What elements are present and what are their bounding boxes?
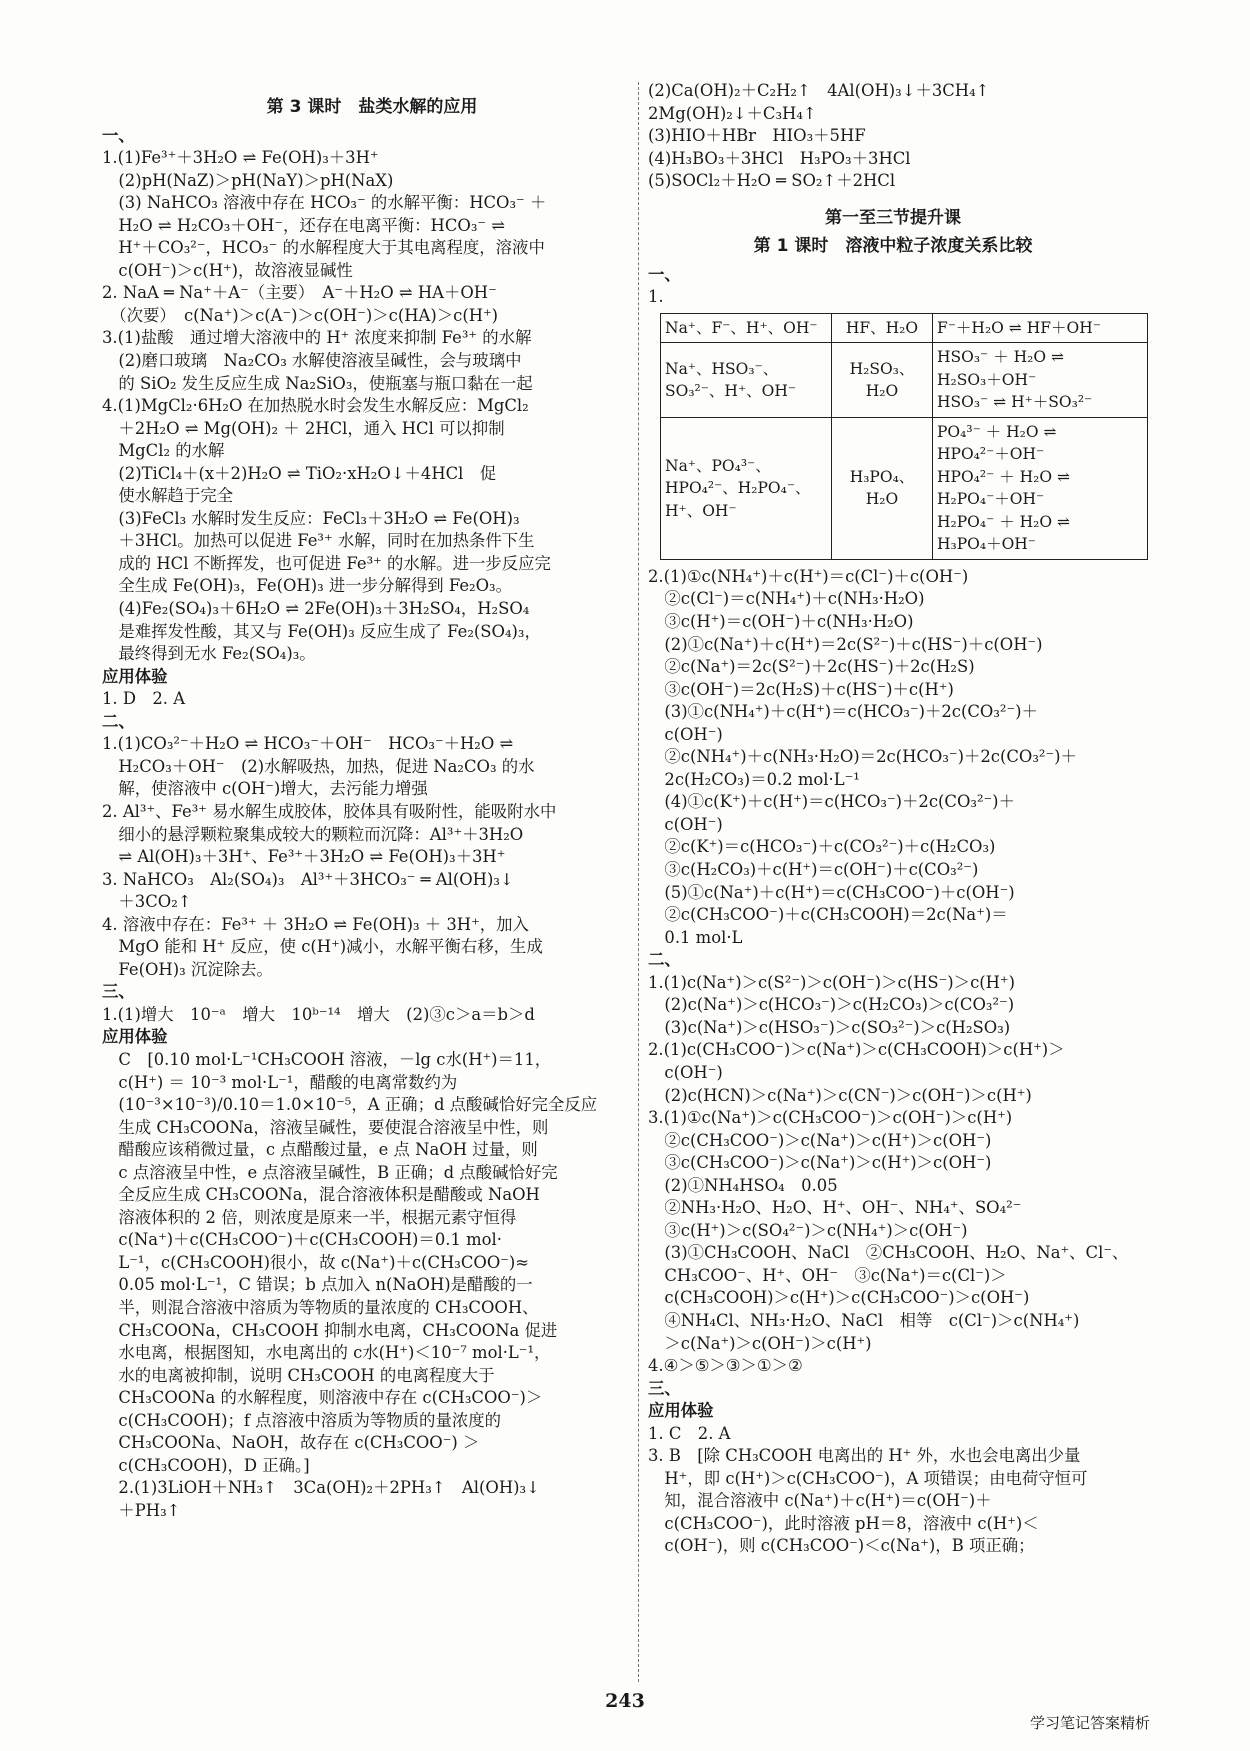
left-answer-line: （次要） c(Na⁺)＞c(A⁻)＞c(OH⁻)＞c(HA)＞c(H⁺) — [102, 305, 499, 325]
right-answer-line: 应用体验 — [648, 1401, 714, 1421]
right-top-line: (4)H₃BO₃＋3HCl H₃PO₃＋3HCl — [648, 148, 911, 168]
left-answer-line: 细小的悬浮颗粒聚集成较大的颗粒而沉降：Al³⁺＋3H₂O — [102, 824, 524, 844]
left-answer-line: 4.(1)MgCl₂·6H₂O 在加热脱水时会发生水解反应：MgCl₂ — [102, 396, 529, 416]
left-answer-line: 3. NaHCO₃ Al₂(SO₄)₃ Al³⁺＋3HCO₃⁻ ═ Al(OH)₃↓ — [102, 869, 514, 889]
equilibria-cell — [933, 313, 1148, 343]
equilibria-cell — [933, 417, 1148, 559]
right-answer-line: (2)①c(Na⁺)＋c(H⁺)＝2c(S²⁻)＋c(HS⁻)＋c(OH⁻) — [648, 634, 1043, 654]
left-answer-line: 4. 溶液中存在：Fe³⁺ ＋ 3H₂O ⇌ Fe(OH)₃ ＋ 3H⁺，加入 — [102, 914, 529, 934]
right-answer-line: (2)①NH₄HSO₄ 0.05 — [648, 1175, 838, 1195]
left-answer-line: MgCl₂ 的水解 — [102, 441, 225, 461]
left-answer-line: 生成 CH₃COONa，溶液呈碱性，要使混合溶液呈中性，则 — [102, 1117, 549, 1137]
molecules-cell: H₃PO₄、H₂O — [832, 417, 933, 559]
left-answer-line: 一、 — [102, 125, 135, 145]
equilibrium-line: H₂SO₃＋OH⁻ — [937, 370, 1037, 389]
right-answer-line: ②c(CH₃COO⁻)＋c(CH₃COOH)＝2c(Na⁺)＝ — [648, 905, 1008, 925]
left-answer-line: 2. NaA ═ Na⁺＋A⁻（主要） A⁻＋H₂O ⇌ HA＋OH⁻ — [102, 283, 497, 303]
right-answer-line: ②c(K⁺)＝c(HCO₃⁻)＋c(CO₃²⁻)＋c(H₂CO₃) — [648, 837, 996, 857]
right-answer-line: c(OH⁻)，则 c(CH₃COO⁻)＜c(Na⁺)，B 项正确； — [648, 1536, 1035, 1556]
equilibria-cell — [933, 343, 1148, 418]
table-row — [661, 343, 1148, 418]
right-top-line: (5)SOCl₂＋H₂O ═ SO₂↑＋2HCl — [648, 171, 896, 191]
left-answer-line: (3) NaHCO₃ 溶液中存在 HCO₃⁻ 的水解平衡：HCO₃⁻ ＋ — [102, 193, 547, 213]
left-answer-line: CH₃COONa，CH₃COOH 抑制水电离，CH₃COONa 促进 — [102, 1320, 558, 1340]
ions-cell: Na⁺、PO₄³⁻、HPO₄²⁻、H₂PO₄⁻、H⁺、OH⁻ — [661, 417, 832, 559]
left-answer-line: 二、 — [102, 711, 135, 731]
right-answer-line: c(OH⁻) — [648, 724, 723, 744]
left-answer-line: (2)TiCl₄＋(x＋2)H₂O ⇌ TiO₂·xH₂O↓＋4HCl 促 — [102, 463, 497, 483]
left-answer-line: 全生成 Fe(OH)₃，Fe(OH)₃ 进一步分解得到 Fe₂O₃。 — [102, 576, 512, 596]
right-answer-line: (2)c(HCN)＞c(Na⁺)＞c(CN⁻)＞c(OH⁻)＞c(H⁺) — [648, 1085, 1032, 1105]
right-answer-line: ＞c(Na⁺)＞c(OH⁻)＞c(H⁺) — [648, 1333, 872, 1353]
right-answer-line: c(OH⁻) — [648, 1062, 723, 1082]
right-answer-line: 2.(1)①c(NH₄⁺)＋c(H⁺)＝c(Cl⁻)＋c(OH⁻) — [648, 566, 969, 586]
equilibrium-line: H₃PO₄＋OH⁻ — [937, 535, 1036, 554]
left-answer-line: (4)Fe₂(SO₄)₃＋6H₂O ⇌ 2Fe(OH)₃＋3H₂SO₄，H₂SO₄ — [102, 599, 530, 619]
left-answer-line: L⁻¹，c(CH₃COOH)很小，故 c(Na⁺)＋c(CH₃COO⁻)≈ — [102, 1252, 530, 1272]
equilibrium-line: F⁻＋H₂O ⇌ HF＋OH⁻ — [937, 318, 1101, 337]
right-answer-line: ③c(H₂CO₃)＋c(H⁺)＝c(OH⁻)＋c(CO₃²⁻) — [648, 860, 979, 880]
right-answer-line: ③c(H⁺)＝c(OH⁻)＋c(NH₃·H₂O) — [648, 612, 914, 632]
right-answer-line: (4)①c(K⁺)＋c(H⁺)＝c(HCO₃⁻)＋2c(CO₃²⁻)＋ — [648, 792, 1015, 812]
left-answer-line: CH₃COONa、NaOH，故存在 c(CH₃COO⁻) ＞ — [102, 1433, 480, 1453]
left-answer-line: 解，使溶液中 c(OH⁻)增大，去污能力增强 — [102, 779, 428, 799]
right-answer-line: 2.(1)c(CH₃COO⁻)＞c(Na⁺)＞c(CH₃COOH)＞c(H⁺)＞ — [648, 1040, 1065, 1060]
right-answer-line: 二、 — [648, 950, 681, 970]
left-answer-line: 3.(1)盐酸 通过增大溶液中的 H⁺ 浓度来抑制 Fe³⁺ 的水解 — [102, 328, 532, 348]
right-answer-line: c(OH⁻) — [648, 814, 723, 834]
equilibrium-line: HPO₄²⁻ ＋ H₂O ⇌ — [937, 467, 1070, 486]
right-answer-line: 3. B [除 CH₃COOH 电离出的 H⁺ 外，水也会电离出少量 — [648, 1446, 1081, 1466]
right-answer-line: (5)①c(Na⁺)＋c(H⁺)＝c(CH₃COO⁻)＋c(OH⁻) — [648, 882, 1015, 902]
left-answer-line: 1.(1)增大 10⁻ᵃ 增大 10ᵇ⁻¹⁴ 增大 (2)③c＞a＝b＞d — [102, 1004, 535, 1024]
left-answer-line: 水电离，根据图知，水电离出的 c水(H⁺)＜10⁻⁷ mol·L⁻¹， — [102, 1343, 551, 1363]
left-answer-line: 全反应生成 CH₃COONa，混合溶液体积是醋酸或 NaOH — [102, 1185, 540, 1205]
right-answer-line: (3)①c(NH₄⁺)＋c(H⁺)＝c(HCO₃⁻)＋2c(CO₃²⁻)＋ — [648, 702, 1038, 722]
right-answer-line: ③c(CH₃COO⁻)＞c(Na⁺)＞c(H⁺)＞c(OH⁻) — [648, 1153, 992, 1173]
right-top-line: (2)Ca(OH)₂＋C₂H₂↑ 4Al(OH)₃↓＋3CH₄↑ — [648, 81, 990, 100]
right-answer-line: 知，混合溶液中 c(Na⁺)＋c(H⁺)＝c(OH⁻)＋ — [648, 1491, 992, 1511]
particle-table — [660, 313, 1148, 560]
left-answer-line: c 点溶液呈中性，e 点溶液呈碱性，B 正确；d 点酸碱恰好完 — [102, 1162, 558, 1182]
left-answer-line: c(H⁺) ＝ 10⁻³ mol·L⁻¹，醋酸的电离常数约为 — [102, 1072, 458, 1092]
left-answer-line: 2. Al³⁺、Fe³⁺ 易水解生成胶体，胶体具有吸附性，能吸附水中 — [102, 801, 557, 821]
right-top-lines — [648, 80, 1138, 193]
left-answer-line: (2)磨口玻璃 Na₂CO₃ 水解使溶液呈碱性，会与玻璃中 — [102, 351, 522, 371]
left-answer-line: 半，则混合溶液中溶质为等物质的量浓度的 CH₃COOH、 — [102, 1297, 539, 1317]
right-answer-line: ②c(CH₃COO⁻)＞c(Na⁺)＞c(H⁺)＞c(OH⁻) — [648, 1130, 992, 1150]
footer-label: 学习笔记答案精析 — [1029, 1714, 1150, 1732]
right-answer-line: c(CH₃COOH)＞c(H⁺)＞c(CH₃COO⁻)＞c(OH⁻) — [648, 1288, 1030, 1308]
left-answer-line: ＋PH₃↑ — [102, 1500, 181, 1520]
left-answer-line: 应用体验 — [102, 1027, 168, 1047]
table-row — [661, 313, 1148, 343]
left-answer-line: ＋3CO₂↑ — [102, 892, 192, 912]
ions-cell: Na⁺、F⁻、H⁺、OH⁻ — [661, 313, 832, 343]
table-row — [661, 417, 1148, 559]
left-answer-line: (3)FeCl₃ 水解时发生反应：FeCl₃＋3H₂O ⇌ Fe(OH)₃ — [102, 508, 520, 528]
left-answer-line: CH₃COONa 的水解程度，则溶液中存在 c(CH₃COO⁻)＞ — [102, 1388, 543, 1408]
left-answer-line: c(CH₃COOH)；f 点溶液中溶质为等物质的量浓度的 — [102, 1410, 502, 1430]
left-answer-line: 应用体验 — [102, 666, 168, 686]
pre-table-line: 一、 — [648, 264, 681, 284]
right-answer-line: 1. C 2. A — [648, 1423, 731, 1443]
right-top-line: (3)HIO＋HBr HIO₃＋5HF — [648, 126, 866, 146]
right-answer-line: ③c(OH⁻)＝2c(H₂S)＋c(HS⁻)＋c(H⁺) — [648, 679, 954, 699]
right-answer-line: (2)c(Na⁺)＞c(HCO₃⁻)＞c(H₂CO₃)＞c(CO₃²⁻) — [648, 995, 1015, 1015]
left-answer-line: 最终得到无水 Fe₂(SO₄)₃。 — [102, 644, 316, 664]
pre-table-lines — [648, 264, 1138, 309]
left-answer-line: ＋2H₂O ⇌ Mg(OH)₂ ＋ 2HCl，通入 HCl 可以抑制 — [102, 418, 505, 438]
left-answer-line: Fe(OH)₃ 沉淀除去。 — [102, 959, 273, 979]
left-answer-line: H₂CO₃＋OH⁻ (2)水解吸热，加热，促进 Na₂CO₃ 的水 — [102, 756, 535, 776]
left-answer-line: (10⁻³×10⁻³)/0.10＝1.0×10⁻⁵，A 正确；d 点酸碱恰好完全反应 — [102, 1095, 598, 1115]
left-column — [102, 82, 642, 1522]
left-answer-line: H⁺＋CO₃²⁻，HCO₃⁻ 的水解程度大于其电离程度，溶液中 — [102, 238, 545, 258]
left-answer-line: 2.(1)3LiOH＋NH₃↑ 3Ca(OH)₂＋2PH₃↑ Al(OH)₃↓ — [102, 1478, 540, 1498]
left-answer-line: 1.(1)Fe³⁺＋3H₂O ⇌ Fe(OH)₃＋3H⁺ — [102, 148, 379, 168]
lesson-title-2: 第 1 课时 溶液中粒子浓度关系比较 — [753, 236, 1033, 257]
molecules-cell: HF、H₂O — [832, 313, 933, 343]
left-answer-line: 溶液体积的 2 倍，则浓度是原来一半，根据元素守恒得 — [102, 1207, 517, 1227]
right-answer-line: 4.④＞⑤＞③＞①＞② — [648, 1356, 803, 1376]
right-answer-line: ②c(Cl⁻)＝c(NH₄⁺)＋c(NH₃·H₂O) — [648, 589, 925, 609]
equilibrium-line: HSO₃⁻ ＋ H₂O ⇌ — [937, 348, 1064, 367]
left-answer-line: 0.05 mol·L⁻¹，C 错误；b 点加入 n(NaOH)是醋酸的一 — [102, 1275, 533, 1295]
equilibrium-line: H₂PO₄⁻＋OH⁻ — [937, 490, 1045, 509]
left-answer-line: (2)pH(NaZ)＞pH(NaY)＞pH(NaX) — [102, 170, 394, 190]
left-answer-line: c(CH₃COOH)，D 正确。] — [102, 1455, 310, 1475]
equilibrium-line: HPO₄²⁻＋OH⁻ — [937, 445, 1045, 464]
right-answer-lines — [648, 566, 1138, 1558]
pre-table-line: 1. — [648, 287, 664, 307]
right-column — [648, 80, 1138, 1558]
left-answer-line: 成的 HCl 不断挥发，也可促进 Fe³⁺ 的水解。进一步反应完 — [102, 553, 551, 573]
right-answer-line: CH₃COO⁻、H⁺、OH⁻ ③c(Na⁺)＝c(Cl⁻)＞ — [648, 1265, 1007, 1285]
left-answer-line: c(OH⁻)＞c(H⁺)，故溶液显碱性 — [102, 260, 353, 280]
left-answer-line: MgO 能和 H⁺ 反应，使 c(H⁺)减小，水解平衡右移，生成 — [102, 937, 543, 957]
left-answer-line: 水的电离被抑制，说明 CH₃COOH 的电离程度大于 — [102, 1365, 495, 1385]
right-answer-line: (3)c(Na⁺)＞c(HSO₃⁻)＞c(SO₃²⁻)＞c(H₂SO₃) — [648, 1017, 1011, 1037]
left-answer-line: 1. D 2. A — [102, 689, 186, 709]
left-answer-line: H₂O ⇌ H₂CO₃＋OH⁻，还存在电离平衡：HCO₃⁻ ⇌ — [102, 215, 505, 235]
left-answer-line: 是难挥发性酸，其又与 Fe(OH)₃ 反应生成了 Fe₂(SO₄)₃， — [102, 621, 541, 641]
right-answer-line: ②NH₃·H₂O、H₂O、H⁺、OH⁻、NH₄⁺、SO₄²⁻ — [648, 1198, 1022, 1218]
left-answer-line: 的 SiO₂ 发生反应生成 Na₂SiO₃，使瓶塞与瓶口黏在一起 — [102, 373, 533, 393]
right-answer-line: ④NH₄Cl、NH₃·H₂O、NaCl 相等 c(Cl⁻)＞c(NH₄⁺) — [648, 1310, 1080, 1330]
left-answer-lines — [102, 125, 642, 1523]
left-answer-line: 1.(1)CO₃²⁻＋H₂O ⇌ HCO₃⁻＋OH⁻ HCO₃⁻＋H₂O ⇌ — [102, 734, 514, 754]
right-answer-line: 0.1 mol·L — [648, 927, 743, 947]
right-answer-line: (3)①CH₃COOH、NaCl ②CH₃COOH、H₂O、Na⁺、Cl⁻、 — [648, 1243, 1129, 1263]
left-answer-line: ⇌ Al(OH)₃＋3H⁺、Fe³⁺＋3H₂O ⇌ Fe(OH)₃＋3H⁺ — [102, 847, 506, 867]
right-answer-line: ②c(NH₄⁺)＋c(NH₃·H₂O)＝2c(HCO₃⁻)＋2c(CO₃²⁻)＋ — [648, 747, 1077, 767]
right-answer-line: c(CH₃COO⁻)，此时溶液 pH＝8，溶液中 c(H⁺)＜ — [648, 1513, 1039, 1533]
right-answer-line: 2c(H₂CO₃)＝0.2 mol·L⁻¹ — [648, 769, 860, 789]
molecules-cell: H₂SO₃、H₂O — [832, 343, 933, 418]
left-answer-line: 醋酸应该稍微过量，c 点醋酸过量，e 点 NaOH 过量，则 — [102, 1140, 538, 1160]
right-answer-line: 三、 — [648, 1378, 681, 1398]
left-answer-line: c(Na⁺)＋c(CH₃COO⁻)＋c(CH₃COOH)＝0.1 mol· — [102, 1230, 502, 1250]
ions-cell: Na⁺、HSO₃⁻、SO₃²⁻、H⁺、OH⁻ — [661, 343, 832, 418]
left-answer-line: 三、 — [102, 982, 135, 1002]
right-top-line: 2Mg(OH)₂↓＋C₃H₄↑ — [648, 103, 817, 123]
right-answer-line: H⁺，即 c(H⁺)＞c(CH₃COO⁻)，A 项错误；由电荷守恒可 — [648, 1468, 1088, 1488]
lesson-title: 第 3 课时 盐类水解的应用 — [266, 97, 478, 117]
right-answer-line: 3.(1)①c(Na⁺)＞c(CH₃COO⁻)＞c(OH⁻)＞c(H⁺) — [648, 1108, 1013, 1128]
right-answer-line: ②c(Na⁺)＝2c(S²⁻)＋2c(HS⁻)＋2c(H₂S) — [648, 657, 975, 677]
equilibrium-line: HSO₃⁻ ⇌ H⁺＋SO₃²⁻ — [937, 393, 1093, 412]
equilibrium-line: H₂PO₄⁻ ＋ H₂O ⇌ — [937, 512, 1070, 531]
left-answer-line: ＋3HCl。加热可以促进 Fe³⁺ 水解，同时在加热条件下生 — [102, 531, 535, 551]
page-number: 243 — [605, 1690, 645, 1712]
right-answer-line: ③c(H⁺)＞c(SO₄²⁻)＞c(NH₄⁺)＞c(OH⁻) — [648, 1220, 968, 1240]
left-answer-line: C [0.10 mol·L⁻¹CH₃COOH 溶液，－lg c水(H⁺)＝11， — [102, 1049, 552, 1069]
section-title: 第一至三节提升课 — [825, 207, 961, 228]
right-answer-line: 1.(1)c(Na⁺)＞c(S²⁻)＞c(OH⁻)＞c(HS⁻)＞c(H⁺) — [648, 972, 1015, 992]
left-answer-line: 使水解趋于完全 — [102, 486, 234, 506]
equilibrium-line: PO₄³⁻ ＋ H₂O ⇌ — [937, 422, 1057, 441]
